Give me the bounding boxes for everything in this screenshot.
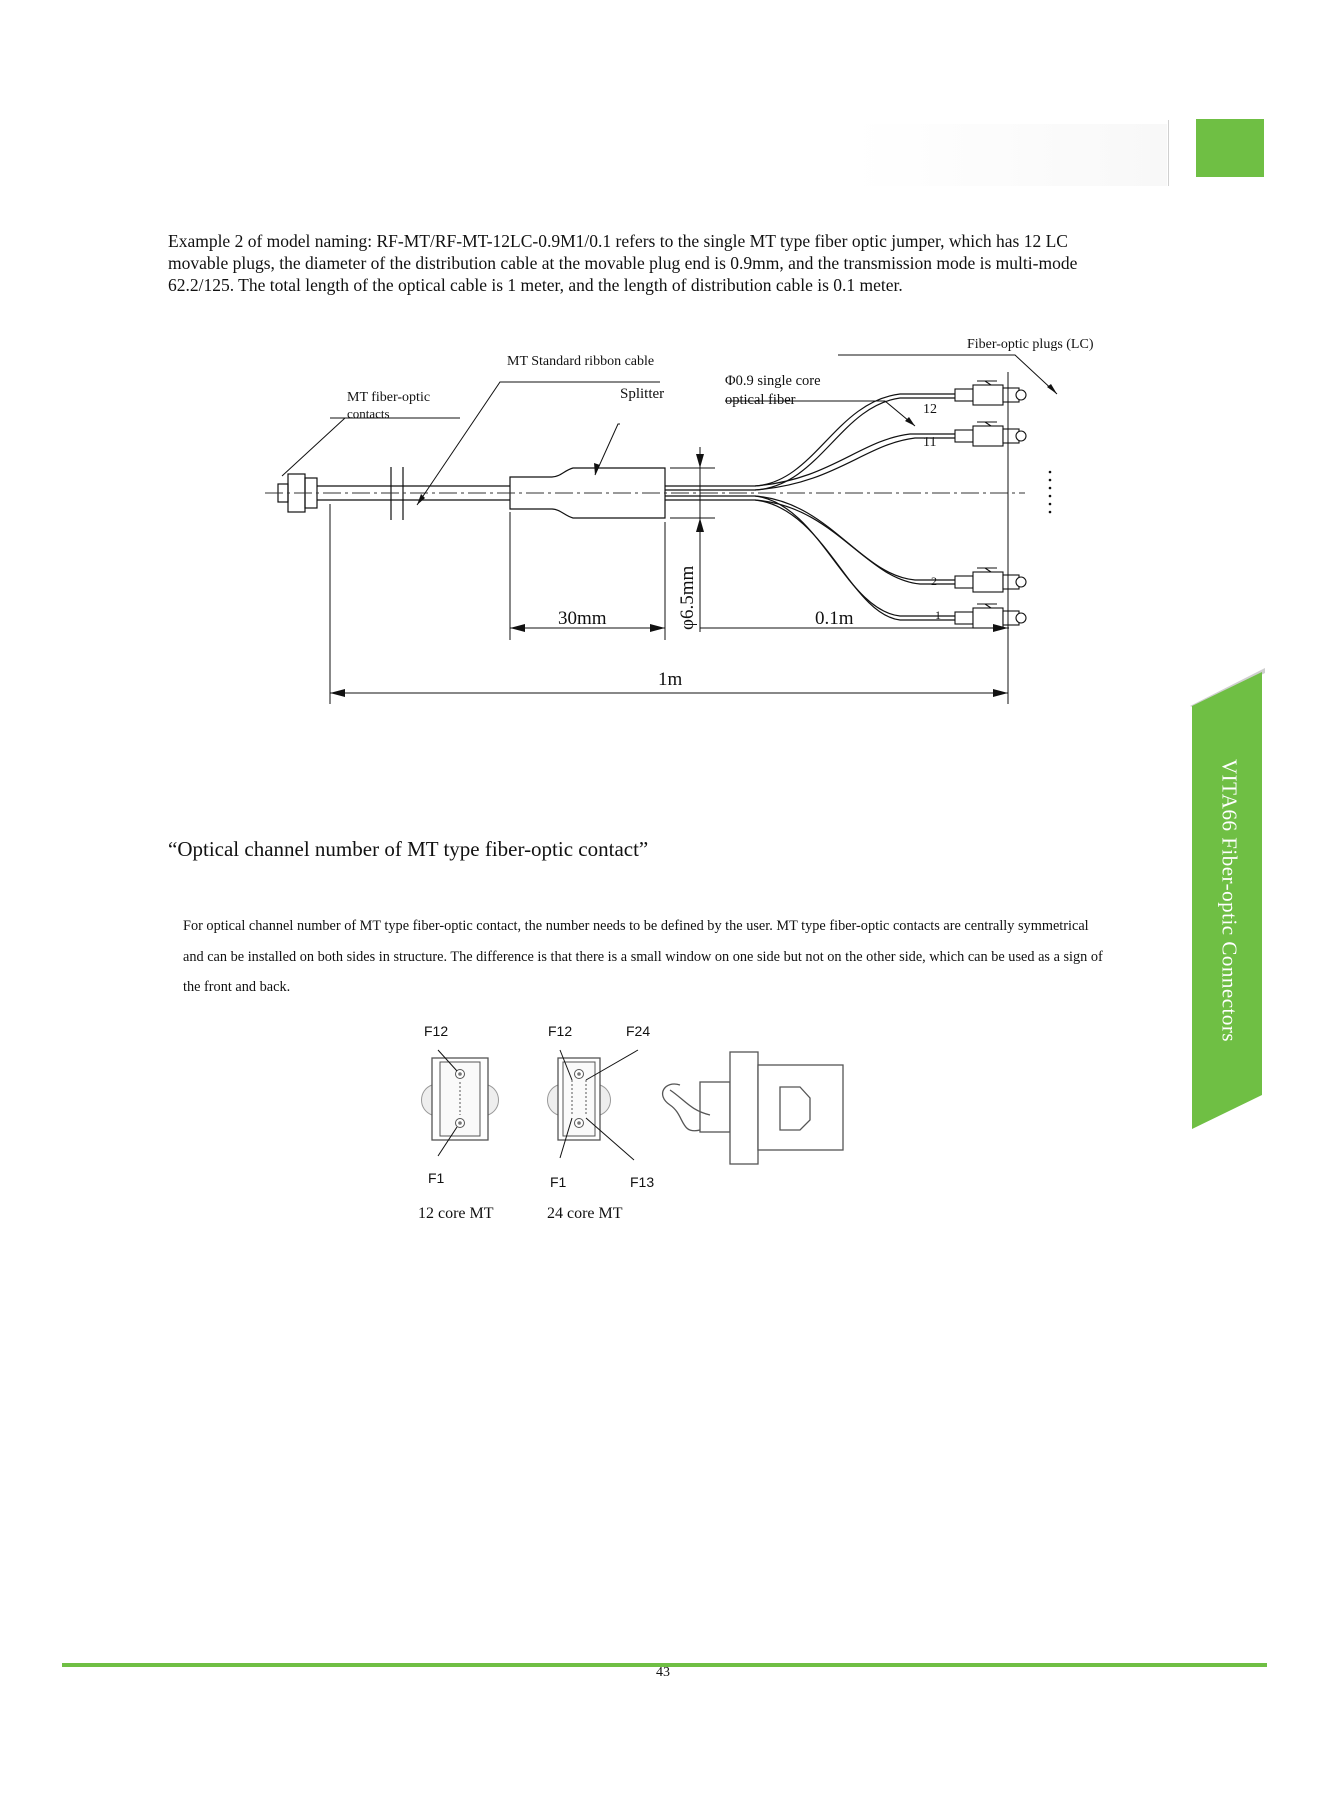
- mt24-figure: [548, 1050, 639, 1160]
- fiber-jumper-diagram: [255, 322, 1115, 722]
- side-tab-label: VITA66 Fiber-optic Connectors: [1217, 758, 1242, 1042]
- section-side-tab: [1190, 668, 1268, 1133]
- channel-11-label: 11: [923, 435, 937, 450]
- mt-side-view: [663, 1052, 843, 1164]
- label-fiber: Φ0.9 single core: [725, 373, 821, 389]
- dimension-30mm: 30mm: [558, 608, 607, 629]
- mt12-top-label: F12: [424, 1023, 449, 1039]
- mt24-bottom-right-label: F13: [630, 1174, 655, 1190]
- body-paragraph: For optical channel number of MT type fiber-optic contact, the number needs to be defined by the user. MT type fiber-optic contacts are centrally symmetrical and can be installed on both sides in structure. The difference is that there is a small window on one side but not on the other side, which can be used as a sign of the front and back.: [183, 918, 1103, 995]
- header-fade: [852, 124, 1167, 186]
- mt24-caption: 24 core MT: [547, 1205, 623, 1222]
- label-lc-plugs: Fiber-optic plugs (LC): [967, 337, 1094, 352]
- label-splitter: Splitter: [620, 386, 665, 402]
- label-fiber-2: optical fiber: [725, 392, 796, 408]
- header-divider: [1168, 120, 1169, 186]
- mt24-top-left-label: F12: [548, 1023, 573, 1039]
- mt24-bottom-left-label: F1: [550, 1174, 567, 1190]
- label-mt-contacts-2: contacts: [347, 406, 390, 421]
- header-brand-block: [1196, 119, 1264, 177]
- mt12-caption: 12 core MT: [418, 1205, 494, 1222]
- dimension-diameter: φ6.5mm: [677, 565, 698, 630]
- section-heading: “Optical channel number of MT type fiber-optic contact”: [168, 837, 649, 861]
- mt-channel-diagram: [400, 1010, 900, 1240]
- mt12-figure: [422, 1050, 499, 1156]
- channel-2-label: 2: [931, 574, 937, 588]
- lc-plug-group: [955, 381, 1026, 628]
- label-mt-contacts: MT fiber-optic: [347, 390, 431, 405]
- dimension-1m: 1m: [658, 669, 683, 690]
- channel-12-label: 12: [923, 402, 937, 417]
- channel-1-label: 1: [935, 608, 941, 622]
- mt12-bottom-label: F1: [428, 1170, 445, 1186]
- more-plugs-ellipsis: [1049, 471, 1052, 514]
- label-ribbon-cable: MT Standard ribbon cable: [507, 354, 655, 369]
- intro-paragraph: Example 2 of model naming: RF-MT/RF-MT-12LC-0.9M1/0.1 refers to the single MT type fiber optic jumper, which has 12 LC movable plugs, the diameter of the distribution cable at the movable plug end is 0.9mm, and the transmission mode is multi-mode 62.2/125. The total length of the optical cable is 1 meter, and the length of distribution cable is 0.1 meter.: [168, 231, 1078, 295]
- mt24-top-right-label: F24: [626, 1023, 651, 1039]
- page-number: 43: [656, 1665, 670, 1680]
- dimension-0-1m: 0.1m: [815, 608, 854, 629]
